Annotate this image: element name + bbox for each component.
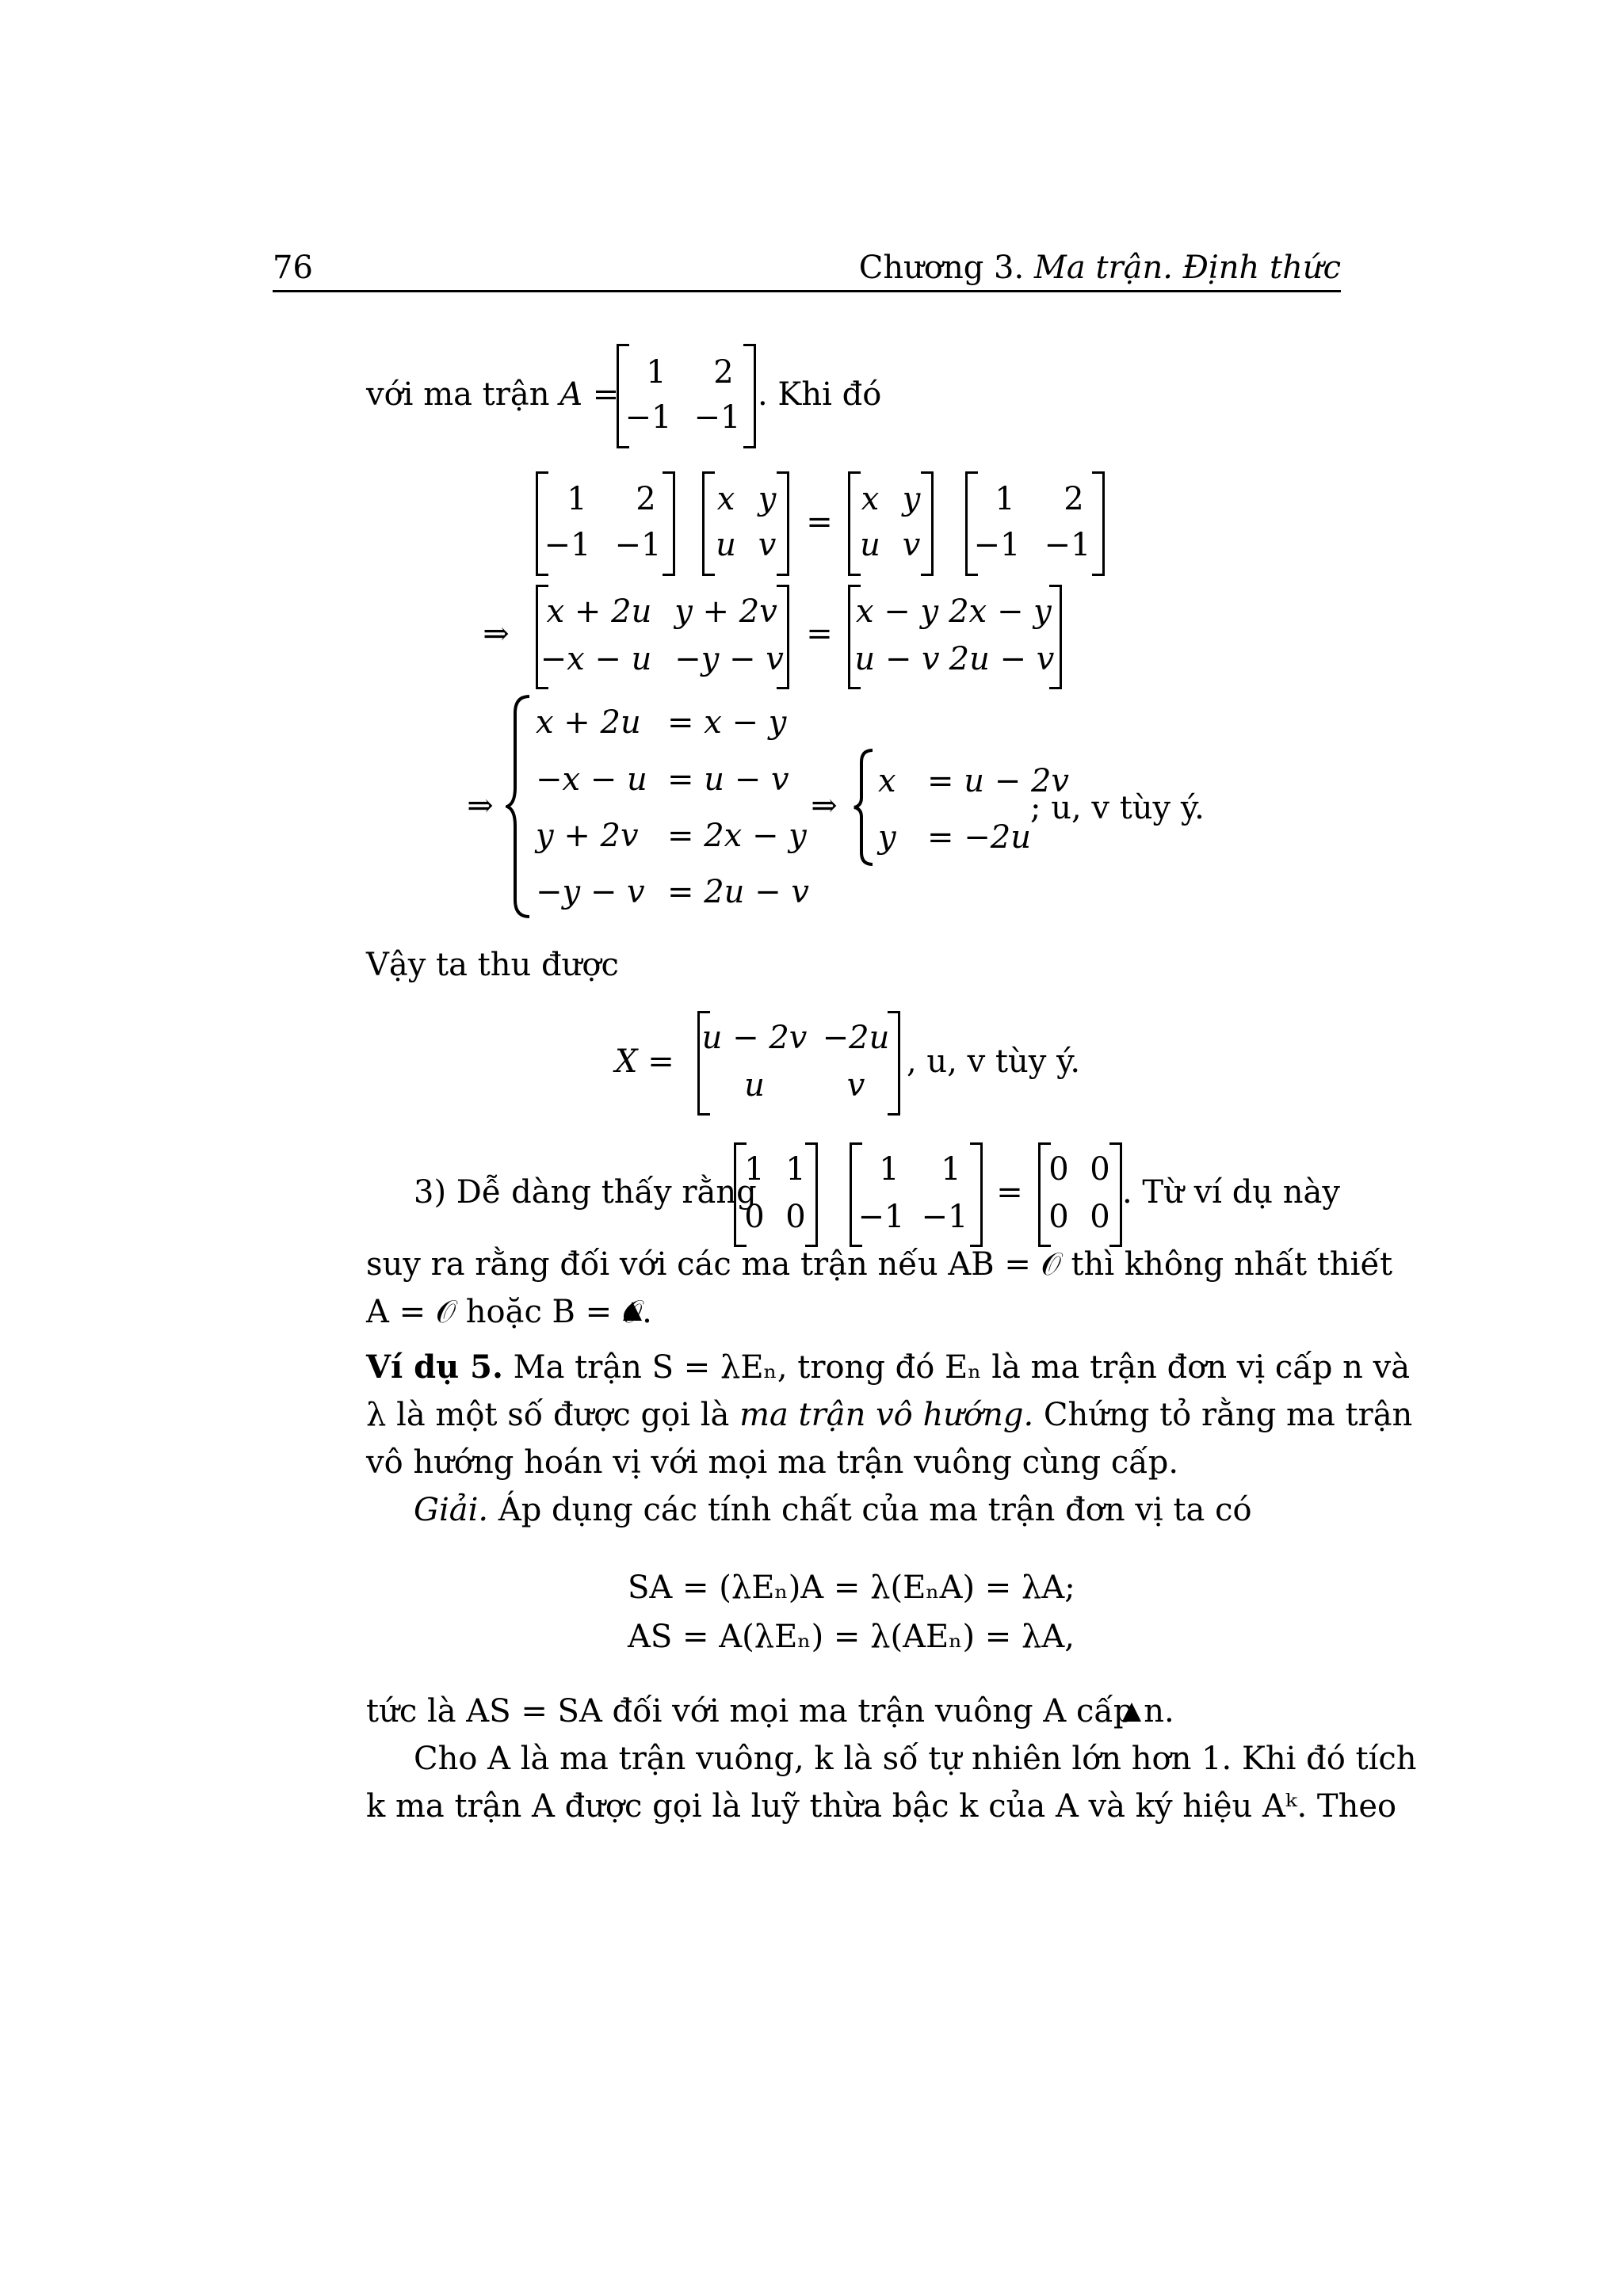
system-note: ; u, v tùy ý. [1030,790,1205,826]
system-rhs: = 2u − v [667,874,809,910]
equals-sign: = [806,616,833,652]
part3-suffix: . Từ ví dụ này [1122,1174,1340,1211]
end-of-proof-icon [623,1302,642,1321]
matrix-cell: x − y [855,593,939,630]
emphasis-term: ma trận vô hướng. [739,1397,1034,1433]
running-header [859,252,1341,284]
implies-arrow: ⇒ [483,616,510,652]
end-of-proof-icon [1122,1703,1141,1722]
matrix-cell: 1 [879,1151,899,1188]
matrix-cell: 2x − y [949,593,1052,630]
system-lhs: x + 2u [536,704,641,741]
matrix-cell: u [860,527,880,563]
left-brace [853,748,876,867]
matrix-cell: 1 [567,481,587,517]
matrix-cell: y + 2v [674,593,777,630]
intro-suffix: . Khi đó [758,376,882,413]
matrix-cell: u [716,527,736,563]
matrix-cell: 1 [744,1151,765,1188]
system-rhs: = 2x − y [667,818,807,854]
matrix-cell: 2 [636,481,656,517]
conclusion-text: Vậy ta thu được [366,947,619,983]
matrix-cell: x [716,481,735,517]
matrix-cell: −1 [614,527,662,563]
solution-line: Giải. Áp dụng các tính chất của ma trận đơn vị ta có [414,1492,1252,1528]
chapter-title: Ma trận. Định thức [1033,250,1341,286]
formula-SA: SA = (λEₙ)A = λ(EₙA) = λA; [628,1569,1075,1606]
matrix-cell: x [861,481,880,517]
example-label: Ví dụ 5. [366,1348,503,1386]
system-rhs: = x − y [667,704,787,741]
system-lhs: y + 2v [536,818,639,854]
matrix-cell: −y − v [674,641,784,677]
closing-line2: k ma trận A được gọi là luỹ thừa bậc k của A và ký hiệu Aᵏ. Theo [366,1788,1397,1825]
matrix-cell: 0 [1048,1199,1069,1235]
matrix-cell: 1 [995,481,1015,517]
page-number: 76 [273,250,313,286]
equals-sign: = [806,504,833,540]
matrix-cell: 0 [1090,1151,1110,1188]
matrix-cell: v [902,527,921,563]
system-rhs: = u − v [667,761,789,798]
example5-after: tức là AS = SA đối với mọi ma trận vuông A cấp n. [366,1693,1174,1730]
system-lhs: −y − v [536,874,645,910]
formula-AS: AS = A(λEₙ) = λ(AEₙ) = λA, [628,1619,1075,1655]
solution-lhs: y [878,819,896,856]
matrix-cell: v [846,1067,865,1104]
solution-rhs: = −2u [927,819,1031,856]
system-lhs: −x − u [536,761,647,798]
implies-arrow: ⇒ [811,788,838,824]
matrix-cell: 1 [941,1151,961,1188]
matrix-cell: 0 [1090,1199,1110,1235]
matrix-cell: 1 [646,354,666,391]
header-rule [273,290,1341,292]
part3-line2: suy ra rằng đối với các ma trận nếu AB = 𝒪 thì không nhất thiết [366,1246,1393,1283]
matrix-cell: y [758,481,777,517]
matrix-cell: 2 [1064,481,1084,517]
solution-rhs: = u − 2v [927,763,1069,799]
intro-prefix: với ma trận A = [366,376,620,413]
example5-line1: Ví dụ 5. Ma trận S = λEₙ, trong đó Eₙ là ma trận đơn vị cấp n và [366,1348,1411,1386]
matrix-cell: −1 [1044,527,1091,563]
example5-line3: vô hướng hoán vị với mọi ma trận vuông cùng cấp. [366,1444,1179,1481]
X-note: , u, v tùy ý. [907,1043,1081,1080]
chapter-number: Chương 3. [858,250,1025,286]
solution-lhs: x [878,763,896,799]
matrix-cell: −1 [624,399,672,436]
matrix-cell: −1 [973,527,1021,563]
matrix-cell: 0 [744,1199,765,1235]
part3-prefix: 3) Dễ dàng thấy rằng [414,1174,757,1211]
matrix-cell: −1 [544,527,591,563]
matrix-cell: 0 [785,1199,806,1235]
X-label: X = [615,1043,674,1080]
matrix-cell: −1 [693,399,741,436]
matrix-cell: −1 [857,1199,905,1235]
example5-line2: λ là một số được gọi là ma trận vô hướng. Chứng tỏ rằng ma trận [366,1397,1413,1433]
matrix-cell: −x − u [540,641,652,677]
solution-label: Giải. [414,1492,489,1528]
matrix-cell: 2u − v [949,641,1055,677]
matrix-cell: 0 [1048,1151,1069,1188]
matrix-cell: y [902,481,921,517]
left-brace [506,694,534,919]
matrix-cell: u − v [854,641,940,677]
implies-arrow: ⇒ [467,788,494,824]
matrix-cell: u [744,1067,765,1104]
matrix-cell: −2u [822,1020,890,1056]
closing-line1: Cho A là ma trận vuông, k là số tự nhiên lớn hơn 1. Khi đó tích [414,1741,1417,1777]
matrix-cell: u − 2v [701,1020,808,1056]
matrix-cell: −1 [921,1199,968,1235]
part3-line3: A = 𝒪 hoặc B = 𝒪. [366,1294,652,1330]
matrix-cell: v [758,527,777,563]
equals-sign: = [996,1174,1023,1211]
matrix-cell: 1 [785,1151,806,1188]
matrix-cell: 2 [713,354,734,391]
matrix-cell: x + 2u [546,593,652,630]
intro-equals: A = [559,376,620,413]
